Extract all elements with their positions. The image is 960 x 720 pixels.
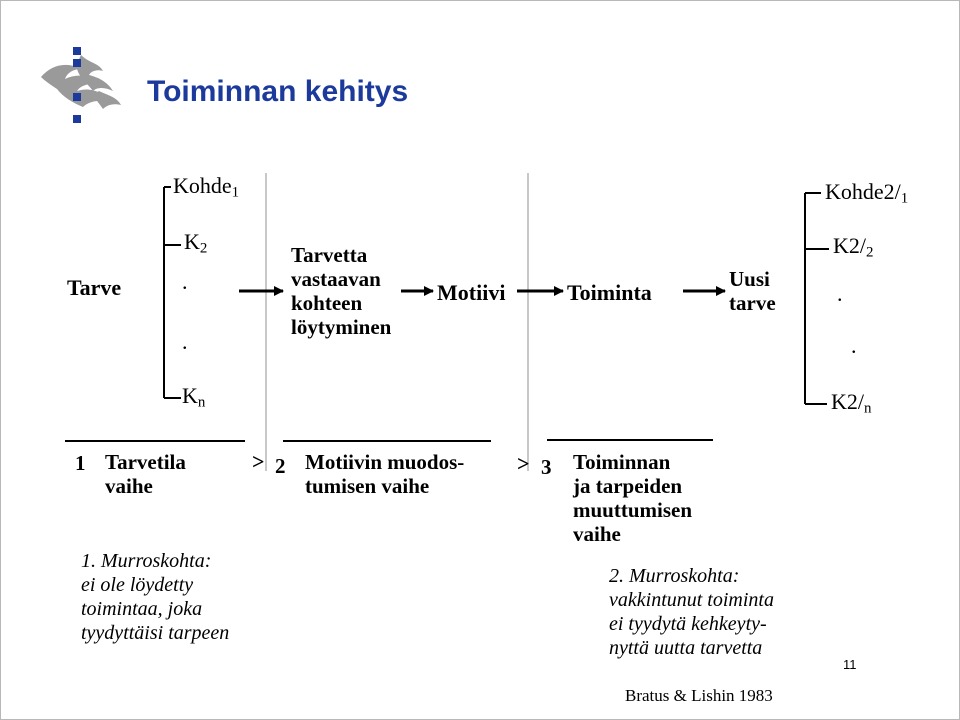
k2-label xyxy=(184,231,207,257)
phase-3-number: 3 xyxy=(541,455,552,479)
phase-1-label: Tarvetila vaihe xyxy=(105,450,186,498)
phase-2-gt: > xyxy=(252,449,265,474)
kn-sub: n xyxy=(197,394,206,411)
k2-n-sub: n xyxy=(864,400,872,417)
k2-n-main: K2/ xyxy=(831,389,864,414)
phase-header-lines xyxy=(65,440,713,441)
phase-1-number: 1 xyxy=(75,451,86,475)
phase-2-number: 2 xyxy=(275,454,286,478)
kohde-1-label xyxy=(173,175,239,201)
k2-2-label xyxy=(833,235,873,261)
k2-2-sub: 2 xyxy=(866,244,874,261)
right-dot-2: . xyxy=(851,333,857,358)
flow-step-uusi-tarve: Uusi tarve xyxy=(729,267,776,315)
phase-3-gt: > xyxy=(517,451,530,476)
turning-point-1: 1. Murroskohta: ei ole löydetty toimintaa, joka tyydyttäisi tarpeen xyxy=(81,550,230,644)
left-dot-2: . xyxy=(182,329,188,354)
flow-step-motiivi: Motiivi xyxy=(437,280,506,305)
right-bracket-lines xyxy=(805,193,829,404)
tarve-label: Tarve xyxy=(67,275,122,300)
kohde2-1-label xyxy=(825,181,908,207)
page-number: 11 xyxy=(843,657,857,672)
flow-step-toiminta: Toiminta xyxy=(567,280,652,305)
page-title: Toiminnan kehitys xyxy=(147,75,409,108)
k2-n-label xyxy=(831,391,871,417)
kn-label xyxy=(182,385,205,411)
kohde2-1-main: Kohde2/ xyxy=(825,179,901,204)
phase-3-label: Toiminnan ja tarpeiden muuttumisen vaihe xyxy=(573,450,693,546)
flow-step-kohteen-loytyminen: Tarvetta vastaavan kohteen löytyminen xyxy=(291,243,392,339)
turning-point-2: 2. Murroskohta: vakkintunut toiminta ei tyydytä kehkeyty- nyttä uutta tarvetta xyxy=(609,565,774,659)
k2-main: K xyxy=(184,229,200,254)
kohde-1-sub: 1 xyxy=(231,184,240,201)
k2-2-main: K2/ xyxy=(833,233,866,258)
left-bracket-lines xyxy=(164,187,181,398)
citation: Bratus & Lishin 1983 xyxy=(625,686,773,705)
phase-2-label: Motiivin muodos- tumisen vaihe xyxy=(305,450,465,498)
kohde-1-main: Kohde xyxy=(173,173,232,198)
left-dot-1: . xyxy=(182,269,188,294)
kn-main: K xyxy=(182,383,198,408)
k2-sub: 2 xyxy=(199,240,208,257)
kohde2-1-sub: 1 xyxy=(900,190,909,207)
right-dot-1: . xyxy=(837,281,843,306)
